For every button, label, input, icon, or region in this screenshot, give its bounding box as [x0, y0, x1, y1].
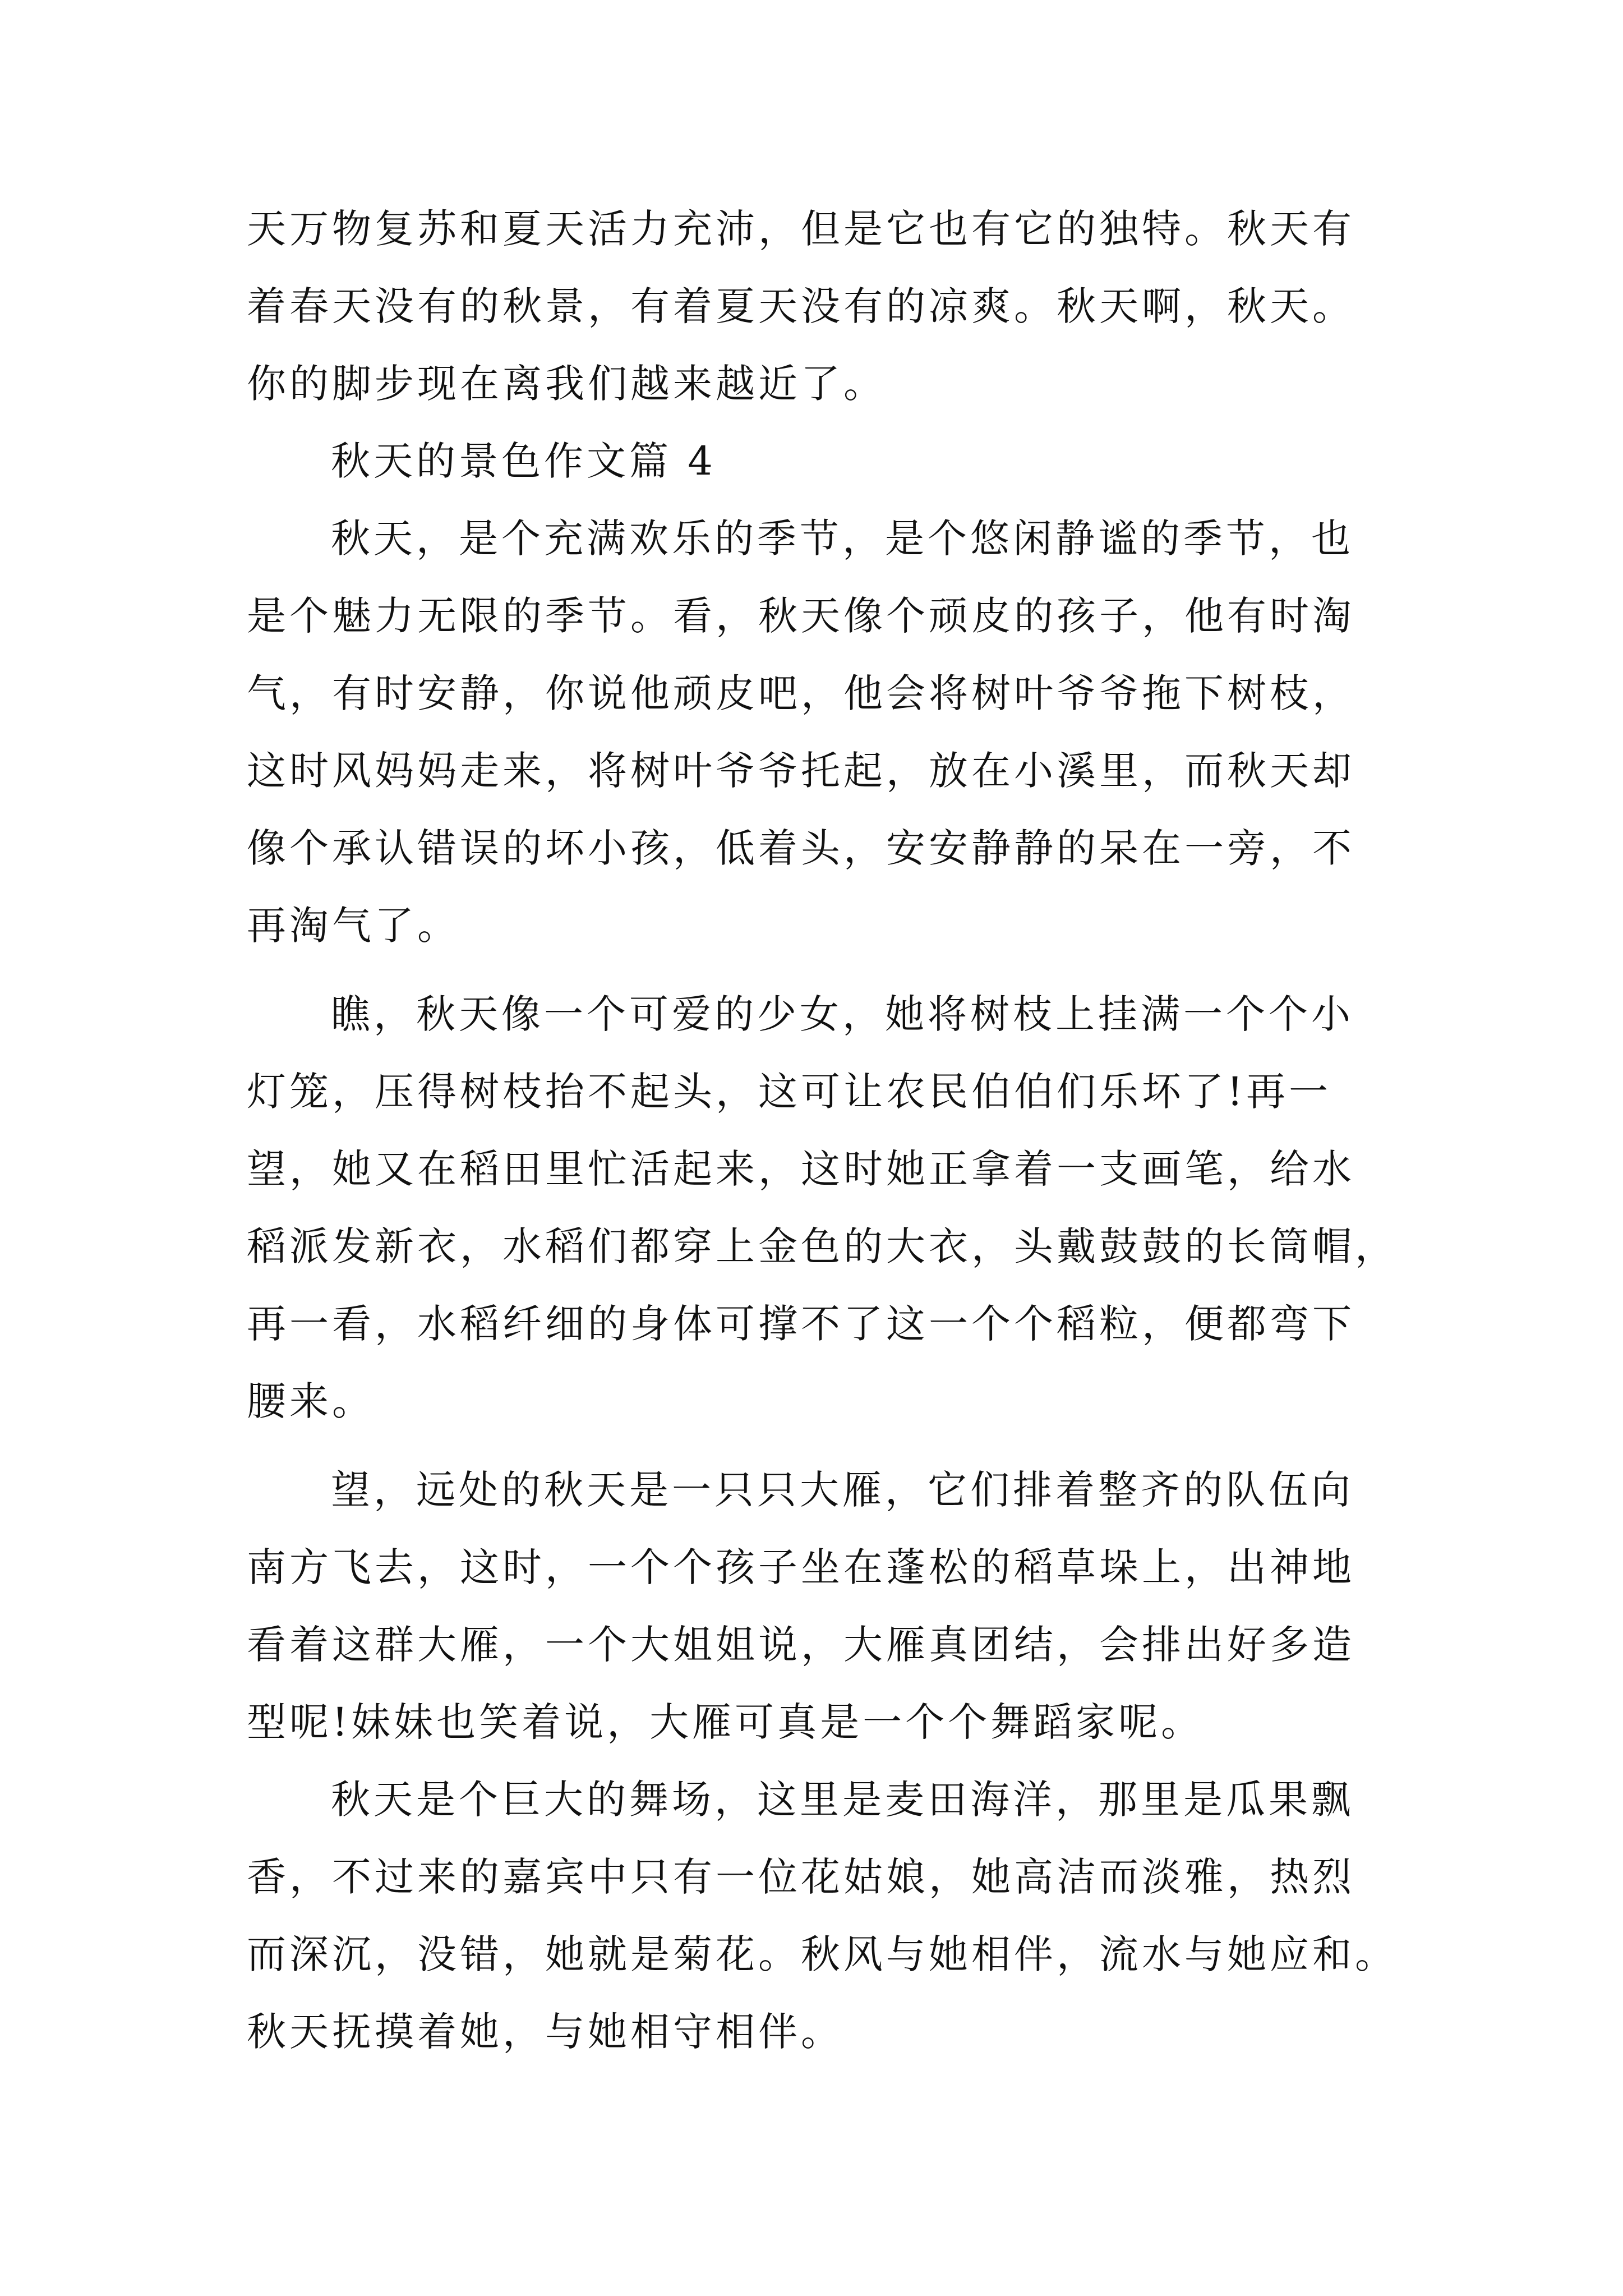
text-line: 着春天没有的秋景，有着夏天没有的凉爽。秋天啊，秋天。 [247, 283, 1355, 329]
paragraph-start-line: 秋天是个巨大的舞场，这里是麦田海洋，那里是瓜果飘 [331, 1777, 1354, 1823]
paragraph-start-line: 瞧，秋天像一个可爱的少女，她将树枝上挂满一个个小 [331, 991, 1354, 1037]
section-heading: 秋天的景色作文篇 4 [331, 438, 716, 484]
text-line: 型呢!妹妹也笑着说，大雁可真是一个个舞蹈家呢。 [247, 1699, 1204, 1745]
text-line: 香，不过来的嘉宾中只有一位花姑娘，她高洁而淡雅，热烈 [247, 1854, 1355, 1900]
text-line: 这时风妈妈走来，将树叶爷爷托起，放在小溪里，而秋天却 [247, 748, 1355, 794]
text-line: 秋天抚摸着她，与她相守相伴。 [247, 2009, 843, 2055]
text-line: 再淘气了。 [247, 903, 460, 949]
text-line: 望，她又在稻田里忙活起来，这时她正拿着一支画笔，给水 [247, 1146, 1355, 1192]
text-line: 你的脚步现在离我们越来越近了。 [247, 361, 886, 407]
text-line: 而深沉，没错，她就是菊花。秋风与她相伴，流水与她应和。 [247, 1931, 1398, 1977]
text-line: 稻派发新衣，水稻们都穿上金色的大衣，头戴鼓鼓的长筒帽， [247, 1223, 1398, 1269]
paragraph-start-line: 秋天，是个充满欢乐的季节，是个悠闲静谧的季节，也 [331, 516, 1354, 562]
text-line: 看着这群大雁，一个大姐姐说，大雁真团结，会排出好多造 [247, 1622, 1355, 1668]
text-line: 天万物复苏和夏天活力充沛，但是它也有它的独特。秋天有 [247, 206, 1355, 252]
paragraph-start-line: 望，远处的秋天是一只只大雁，它们排着整齐的队伍向 [331, 1467, 1354, 1513]
text-line: 南方飞去，这时，一个个孩子坐在蓬松的稻草垛上，出神地 [247, 1544, 1355, 1590]
text-line: 腰来。 [247, 1378, 375, 1424]
text-line: 灯笼，压得树枝抬不起头，这可让农民伯伯们乐坏了!再一 [247, 1069, 1332, 1115]
text-line: 气，有时安静，你说他顽皮吧，他会将树叶爷爷拖下树枝， [247, 670, 1355, 716]
text-line: 是个魅力无限的季节。看，秋天像个顽皮的孩子，他有时淘 [247, 593, 1355, 639]
text-line: 再一看，水稻纤细的身体可撑不了这一个个稻粒，便都弯下 [247, 1301, 1355, 1347]
text-line: 像个承认错误的坏小孩，低着头，安安静静的呆在一旁，不 [247, 825, 1355, 871]
